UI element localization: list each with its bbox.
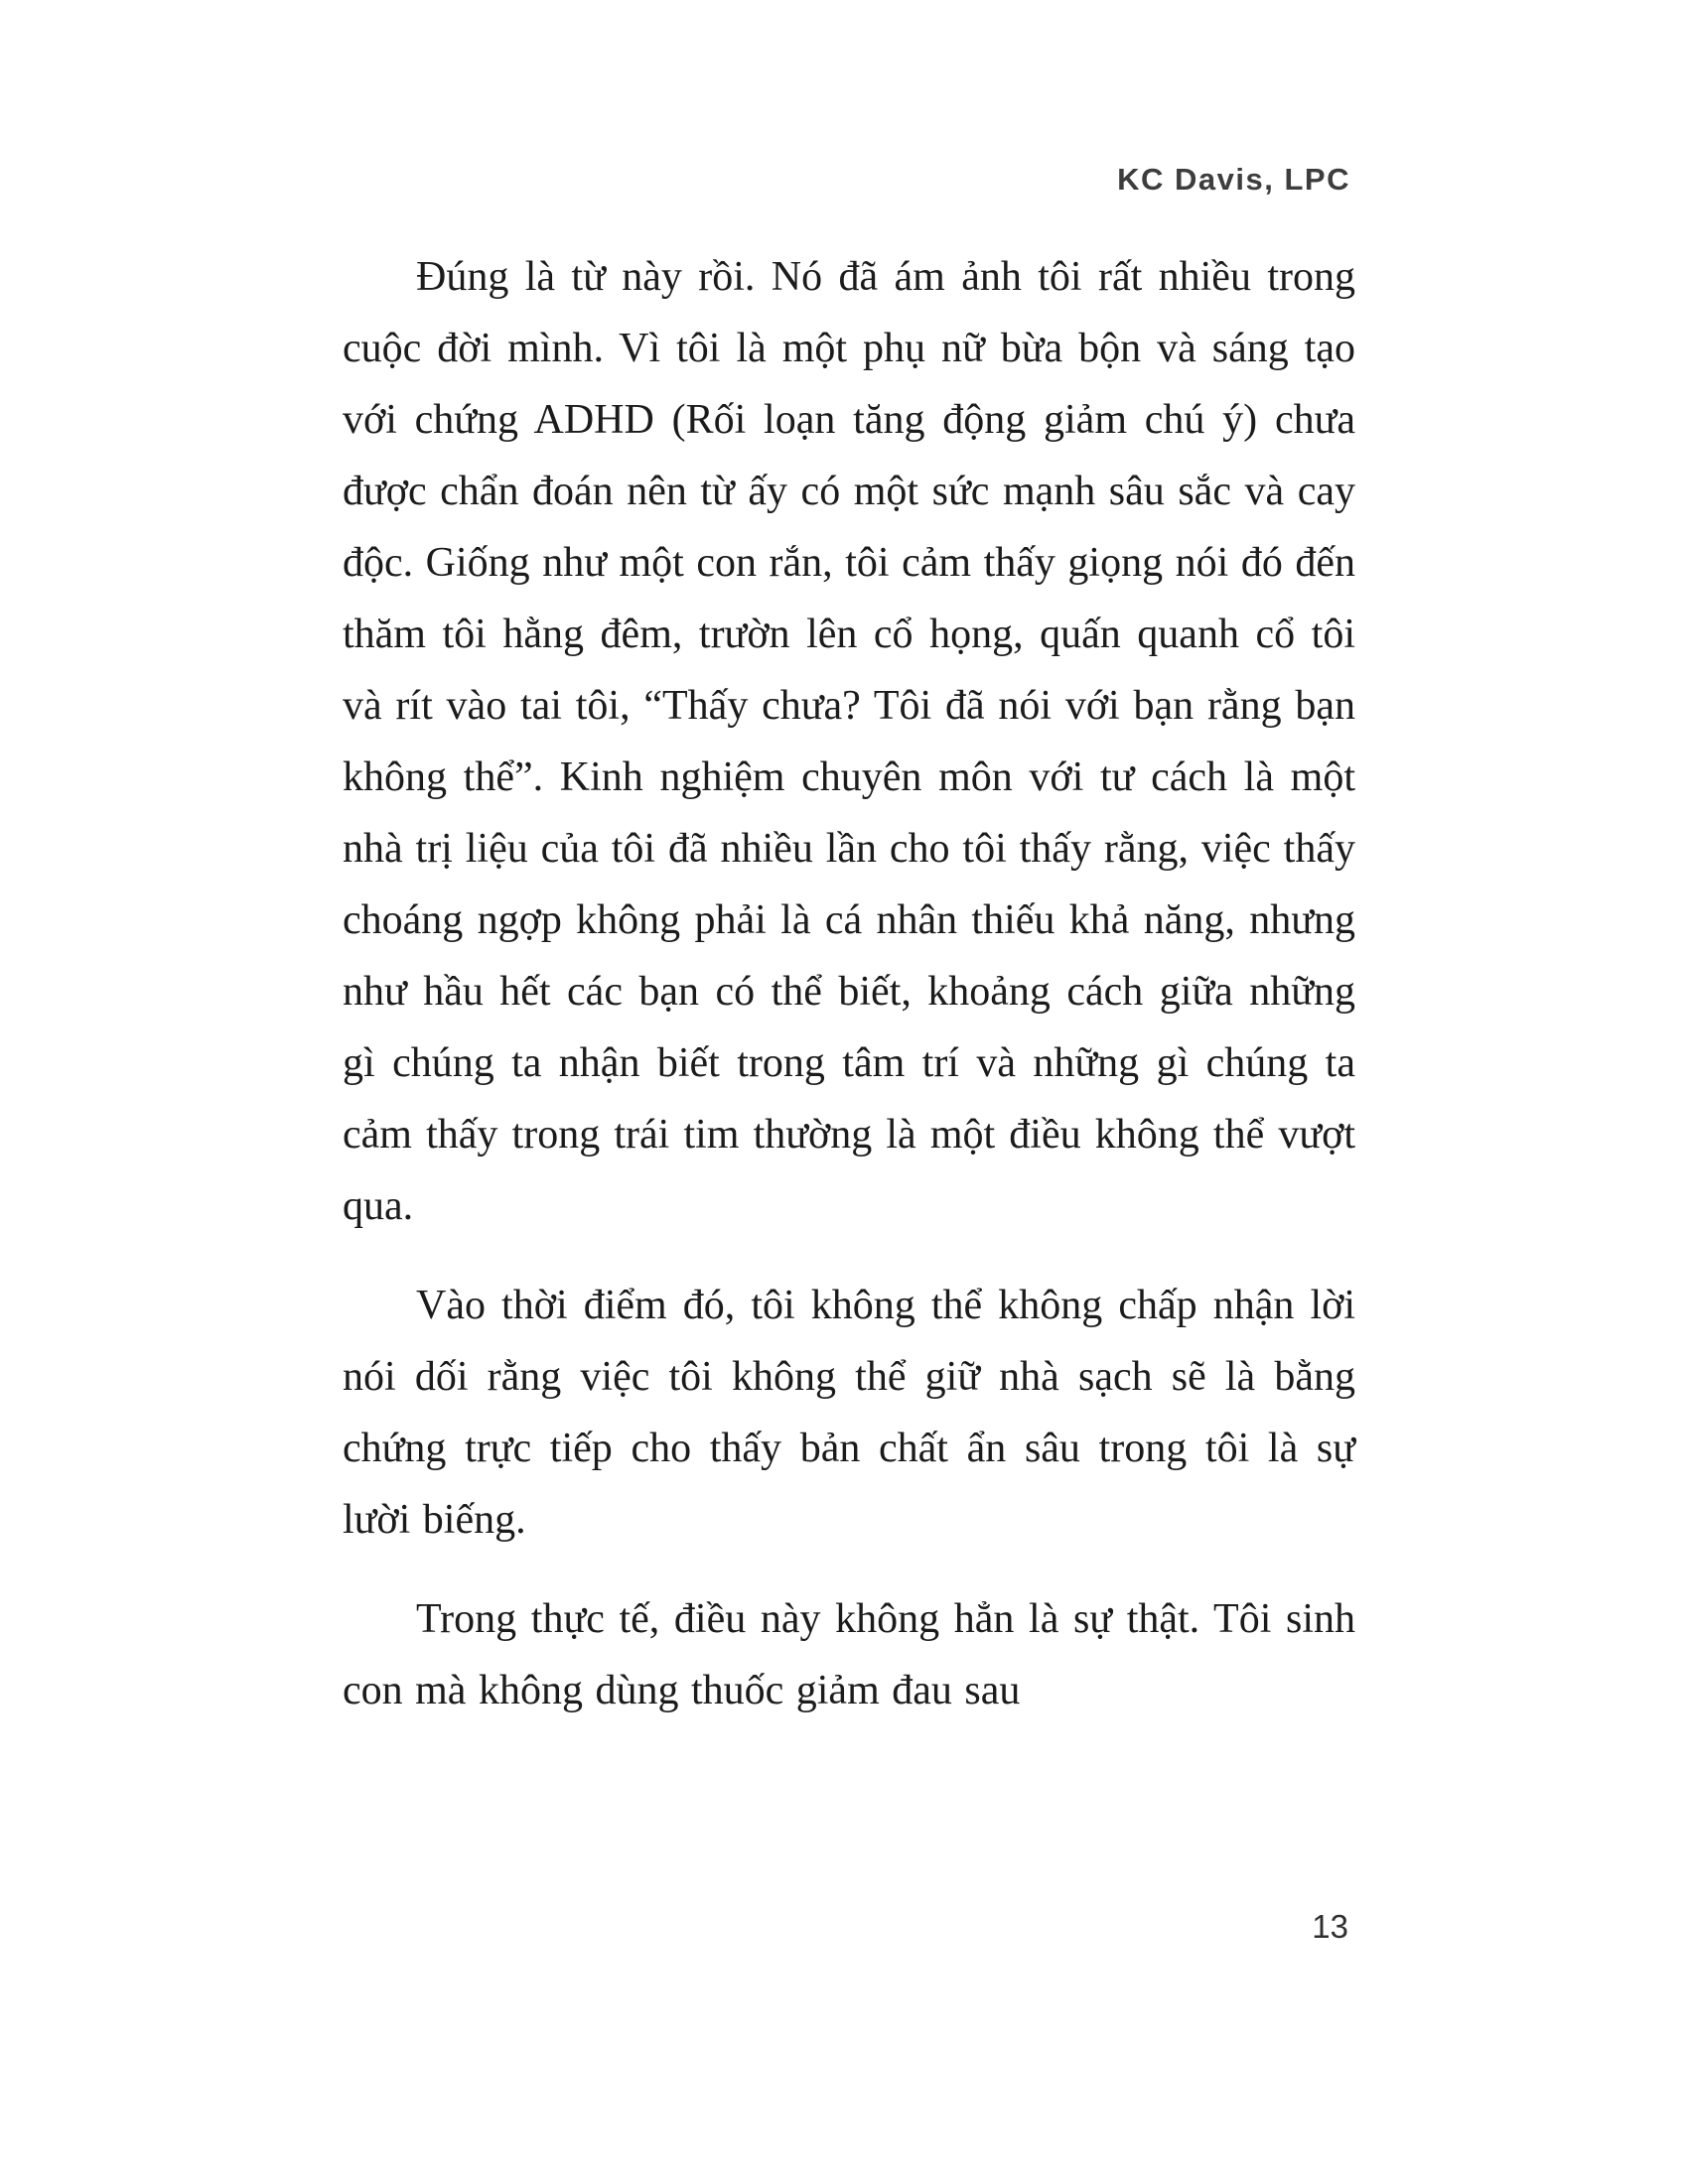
page-body [343,241,1355,1726]
paragraph: Trong thực tế, điều này không hẳn là sự thật. Tôi sinh con mà không dùng thuốc giảm đau sau [343,1596,1355,1713]
running-header: KC Davis, LPC [1117,162,1350,197]
page-number: 13 [1312,1908,1348,1945]
paragraph: Đúng là từ này rồi. Nó đã ám ảnh tôi rất nhiều trong cuộc đời mình. Vì tôi là một phụ nữ bừa bộn và sáng tạo với chứng ADHD (Rối loạn tăng động giảm chú ý) chưa được chẩn đoán nên từ ấy có một sức mạnh sâu sắc và cay độc. Giống như một con rắn, tôi cảm thấy giọng nói đó đến thăm tôi hằng đêm, trườn lên cổ họng, quấn quanh cổ tôi và rít vào tai tôi, “Thấy chưa? Tôi đã nói với bạn rằng bạn không thể”. Kinh nghiệm chuyên môn với tư cách là một nhà trị liệu của tôi đã nhiều lần cho tôi thấy rằng, việc thấy choáng ngợp không phải là cá nhân thiếu khả năng, nhưng như hầu hết các bạn có thể biết, khoảng cách giữa những gì chúng ta nhận biết trong tâm trí và những gì chúng ta cảm thấy trong trái tim thường là một điều không thể vượt qua. [343,254,1355,1229]
paragraph: Vào thời điểm đó, tôi không thể không chấp nhận lời nói dối rằng việc tôi không thể giữ nhà sạch sẽ là bằng chứng trực tiếp cho thấy bản chất ẩn sâu trong tôi là sự lười biếng. [343,1283,1355,1543]
